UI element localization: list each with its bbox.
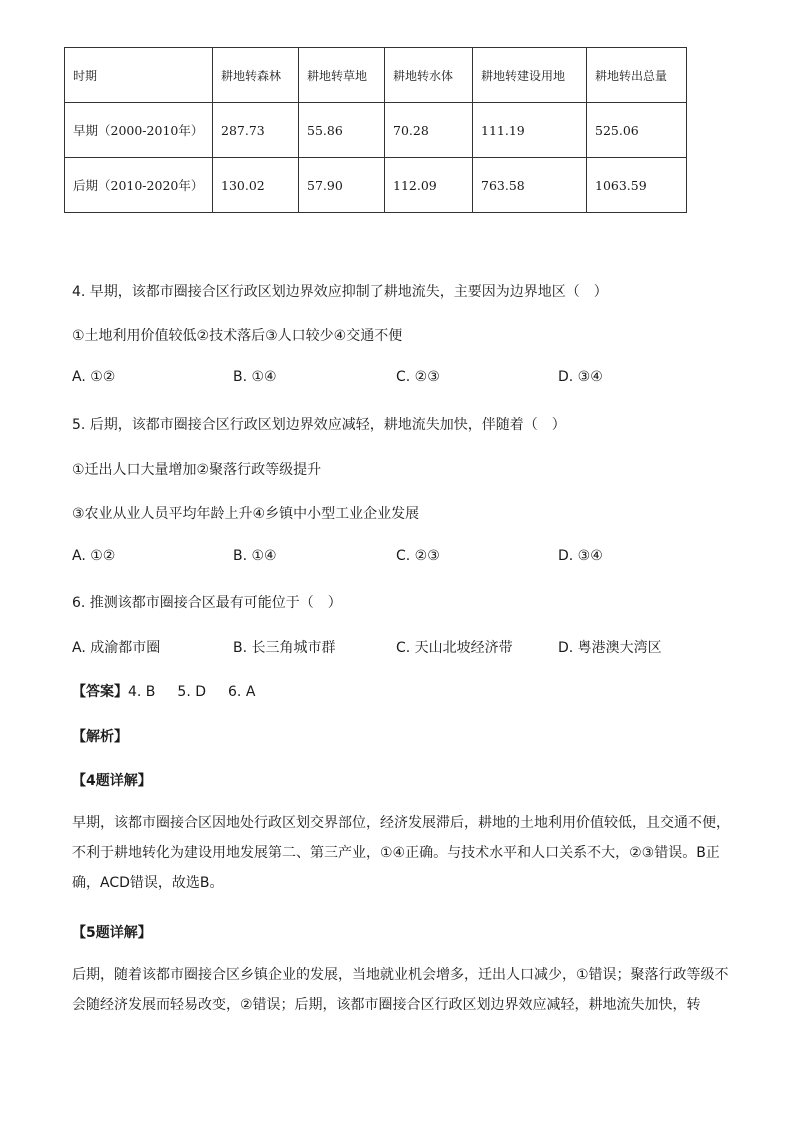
q5-option-b[interactable]: B. ①④ xyxy=(233,548,277,564)
table-cell: 130.02 xyxy=(213,158,299,213)
q4-option-d[interactable]: D. ③④ xyxy=(558,369,603,385)
data-table-container xyxy=(64,47,686,213)
table-cell: 112.09 xyxy=(385,158,473,213)
answer-item: 6. A xyxy=(228,684,256,700)
q6-option-c[interactable]: C. 天山北坡经济带 xyxy=(396,640,513,656)
table-cell: 55.86 xyxy=(299,103,385,158)
q5-option-d[interactable]: D. ③④ xyxy=(558,548,603,564)
table-header-cell: 时期 xyxy=(65,48,213,103)
table-cell: 111.19 xyxy=(473,103,587,158)
q6-option-a[interactable]: A. 成渝都市圈 xyxy=(72,640,161,656)
q5-statement-2: ③农业从业人员平均年龄上升④乡镇中小型工业企业发展 xyxy=(72,506,420,522)
table-header-cell: 耕地转水体 xyxy=(385,48,473,103)
q4-stem: 4. 早期，该都市圈接合区行政区划边界效应抑制了耕地流失，主要因为边界地区（ ） xyxy=(72,284,608,300)
table-header-cell: 耕地转建设用地 xyxy=(473,48,587,103)
q4-statement: ①土地利用价值较低②技术落后③人口较少④交通不便 xyxy=(72,328,403,344)
table-row xyxy=(65,103,687,158)
answer-line xyxy=(72,681,277,701)
q5-option-c[interactable]: C. ②③ xyxy=(396,548,440,564)
table-cell: 287.73 xyxy=(213,103,299,158)
table-header-cell: 耕地转森林 xyxy=(213,48,299,103)
q5-option-a[interactable]: A. ①② xyxy=(72,548,116,564)
q5-stem: 5. 后期，该都市圈接合区行政区划边界效应减轻，耕地流失加快，伴随着（ ） xyxy=(72,417,566,433)
answer-item: 5. D xyxy=(177,684,207,700)
q5-statement-1: ①迁出人口大量增加②聚落行政等级提升 xyxy=(72,462,322,478)
q6-option-b[interactable]: B. 长三角城市群 xyxy=(233,640,336,656)
answer-label: 【答案】 xyxy=(72,684,128,700)
table-cell: 早期（2000-2010年） xyxy=(65,103,213,158)
detail4-title: 【4题详解】 xyxy=(72,773,152,789)
table-header-cell: 耕地转草地 xyxy=(299,48,385,103)
q4-option-a[interactable]: A. ①② xyxy=(72,369,116,385)
analysis-label: 【解析】 xyxy=(72,729,128,745)
table-cell: 70.28 xyxy=(385,103,473,158)
farmland-conversion-table xyxy=(64,47,687,213)
table-row xyxy=(65,158,687,213)
q4-option-b[interactable]: B. ①④ xyxy=(233,369,277,385)
table-cell: 763.58 xyxy=(473,158,587,213)
table-cell: 1063.59 xyxy=(587,158,687,213)
table-header-row xyxy=(65,48,687,103)
answer-item: 4. B xyxy=(128,684,156,700)
table-cell: 57.90 xyxy=(299,158,385,213)
detail5-title: 【5题详解】 xyxy=(72,925,152,941)
table-cell: 525.06 xyxy=(587,103,687,158)
q4-option-c[interactable]: C. ②③ xyxy=(396,369,440,385)
q6-stem: 6. 推测该都市圈接合区最有可能位于（ ） xyxy=(72,595,342,611)
detail5-text: 后期，随着该都市圈接合区乡镇企业的发展，当地就业机会增多，迁出人口减少，①错误；聚落行政等级不会随经济发展而轻易改变，②错误；后期，该都市圈接合区行政区划边界效应减轻，耕地流失加快，转 xyxy=(72,967,729,1013)
detail4-text: 早期，该都市圈接合区因地处行政区划交界部位，经济发展滞后，耕地的土地利用价值较低，且交通不便，不利于耕地转化为建设用地发展第二、第三产业，①④正确。与技术水平和人口关系不大，②③错误。B正确，ACD错误，故选B。 xyxy=(72,815,730,891)
q6-option-d[interactable]: D. 粤港澳大湾区 xyxy=(558,640,662,656)
table-header-cell: 耕地转出总量 xyxy=(587,48,687,103)
table-cell: 后期（2010-2020年） xyxy=(65,158,213,213)
